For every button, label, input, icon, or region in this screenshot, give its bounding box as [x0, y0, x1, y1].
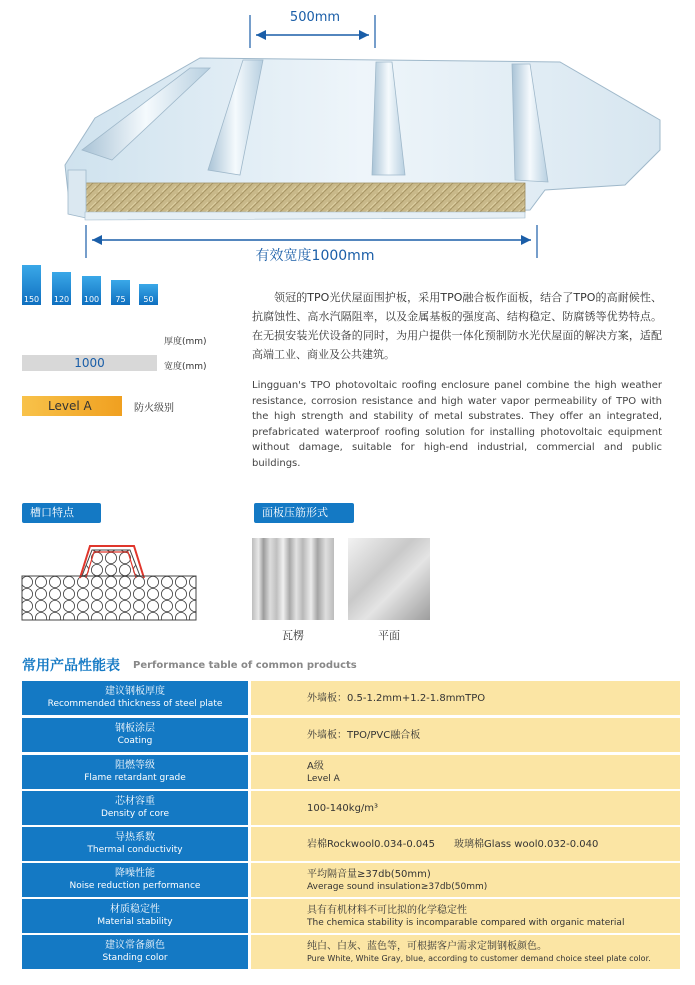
thickness-bar: 75: [111, 280, 130, 305]
thickness-bar: 120: [52, 272, 71, 305]
row-value: 外墙板：TPO/PVC融合板: [251, 718, 680, 752]
edge-joint-diagram: [20, 540, 200, 622]
table-row: [22, 755, 680, 789]
row-value: 外墙板：0.5-1.2mm+1.2-1.8mmTPO: [251, 681, 680, 715]
width-label: 宽度(mm): [164, 362, 207, 372]
table-row: [22, 863, 680, 897]
row-label: 芯材容重 Density of core: [22, 791, 248, 825]
roof-panel-illustration: [0, 0, 695, 275]
corrugated-sample: [252, 538, 334, 620]
row-label: 导热系数 Thermal conductivity: [22, 827, 248, 861]
edge-feature-tag: 槽口特点: [22, 503, 101, 523]
thickness-bar: 50: [139, 284, 158, 305]
fire-level-badge: Level A: [22, 396, 122, 416]
table-row: [22, 681, 680, 715]
row-value: 纯白、白灰、蓝色等，可根据客户需求定制钢板颜色。 Pure White, White Gray, blue, according to customer demand choice steel plate color.: [251, 935, 680, 969]
table-row: [22, 718, 680, 752]
bottom-dimension-label: 有效宽度1000mm: [255, 248, 375, 264]
thickness-label: 厚度(mm): [164, 337, 207, 347]
row-label: 材质稳定性 Material stability: [22, 899, 248, 933]
row-label: 建议钢板厚度 Recommended thickness of steel plate: [22, 681, 248, 715]
table-row: [22, 791, 680, 825]
description-cn: 领冠的TPO光伏屋面围护板，采用TPO融合板作面板，结合了TPO的高耐候性、抗腐蚀性、高水汽隔阻率，以及金属基板的强度高、结构稳定、防腐锈等优势特点。在无损安装光伏设备的同时，为用户提供一体化预制防水光伏屋面的解决方案，适配高端工业、商业及公共建筑。: [252, 291, 662, 361]
row-value: A级 Level A: [251, 755, 680, 789]
row-value: 岩棉Rockwool0.034-0.045 玻璃棉Glass wool0.032-0.040: [251, 827, 680, 861]
fire-level-label: 防火级别: [134, 403, 174, 414]
table-row: [22, 827, 680, 861]
table-title: 常用产品性能表: [22, 658, 120, 674]
thickness-bar: 100: [82, 276, 101, 305]
panel-form-tag: 面板压筋形式: [254, 503, 354, 523]
product-hero: [0, 0, 695, 275]
row-label: 钢板涂层 Coating: [22, 718, 248, 752]
thickness-bar: 150: [22, 265, 41, 305]
row-label: 降噪性能 Noise reduction performance: [22, 863, 248, 897]
table-row: [22, 899, 680, 933]
row-label: 阻燃等级 Flame retardant grade: [22, 755, 248, 789]
row-value: 具有有机材料不可比拟的化学稳定性 The chemica stability is incomparable compared with organic material: [251, 899, 680, 933]
corrugated-caption: 瓦楞: [282, 629, 304, 642]
row-label: 建议常备颜色 Standing color: [22, 935, 248, 969]
flat-sample: [348, 538, 430, 620]
table-title-en: Performance table of common products: [133, 660, 357, 671]
table-row: [22, 935, 680, 969]
flat-caption: 平面: [378, 629, 400, 642]
width-value: 1000: [22, 355, 157, 371]
row-value: 100-140kg/m³: [251, 791, 680, 825]
row-value: 平均隔音量≥37db(50mm) Average sound insulation≥37db(50mm): [251, 863, 680, 897]
description-en: Lingguan's TPO photovoltaic roofing enclosure panel combine the high weather resistance, corrosion resistance and high water vapor permeability of TPO with the high strength and stability of metal substrates. They offer an integrated, prefabricated waterproof roofing solution for installing photovoltaic equipment without damage, suitable for high-end industrial, commercial and public buildings.: [252, 380, 662, 469]
top-dimension-label: 500mm: [289, 10, 341, 25]
